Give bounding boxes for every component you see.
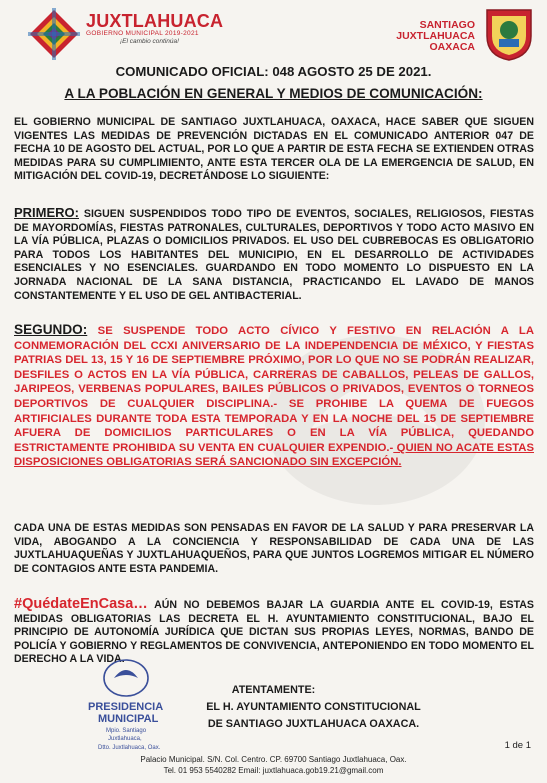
hashtag-label: #QuédateEnCasa… [14,596,148,612]
segundo-text: SE SUSPENDE TODO ACTO CÍVICO Y FESTIVO EN RELACIÓN A LA CONMEMORACIÓN DEL CCXI ANIVERSARIO DE LA INDEPENDENCIA DE MÉXICO, Y FIESTAS PATRIAS DEL 13, 15 Y 16 DE SEPTIEMBRE PRÓXIMO, POR LO QUE NO SE PODRÁN REALIZAR, DESFILES O ACTOS EN LA VÍA PÚBLICA, CARRERAS DE CABALLOS, PELEAS DE GALLOS, JARIPEOS, VERBENAS POPULARES, BAILES PÚBLICOS O PRIVADOS, EVENTOS O TORNEOS DEPORTIVOS DE CUALQUIER DISCIPLINA.- SE PROHIBE LA QUEMA DE FUEGOS ARTIFICIALES DURANTE TODA ESTA TEMPORADA Y EN LA NOCHE DEL 15 DE SEPTIEMBRE AFUERA DE DOMICILIOS PARTICULARES O EN LA VÍA PÚBLICA, QUEDANDO ESTRICTAMENTE PROHIBIDA SU VENTA EN CUALQUIER EXPENDIO.- [14,325,534,454]
signature-line-1: ATENTAMENTE: [231,684,316,696]
juxtlahuaca-logo-icon [28,8,80,60]
signature-line-3: DE SANTIAGO JUXTLAHUACA OAXACA. [207,718,420,730]
primero-label: PRIMERO: [14,205,79,220]
stamp-line-5: Dtto. Juxtlahuaca, Oax. [98,745,161,751]
primero-paragraph [14,206,534,303]
document-title: COMUNICADO OFICIAL: 048 AGOSTO 25 DE 2021. [115,64,432,79]
stamp-line-1: PRESIDENCIA [88,701,164,713]
hashtag-text: AÚN NO DEBEMOS BAJAR LA GUARDIA ANTE EL COVID-19, ESTAS MEDIDAS OBLIGATORIAS LAS DECRETA EL H. AYUNTAMIENTO CONSTITUCIONAL, BAJO EL PRINCIPIO DE AUTONOMÍA JURÍDICA QUE DICTAN SUS PROPIAS LEYES, NORMAS, BANDO DE POLICÍA Y GOBIERNO Y REGLAMENTOS DE CONVIVENCIA, ANTEPONIENDO EN TODO MOMENTO EL DERECHO A LA VIDA. [14,599,534,666]
document-subtitle: A LA POBLACIÓN EN GENERAL Y MEDIOS DE COMUNICACIÓN: [64,86,483,101]
municipality-line-2: JUXTLAHUACA [396,30,475,42]
footer-contact: Tel. 01 953 5540282 Email: juxtlahuaca.gob19.21@gmail.com [163,766,384,775]
municipality-line-3: OAXACA [429,41,475,53]
page-number: 1 de 1 [504,740,531,751]
municipality-line-1: SANTIAGO [419,19,475,31]
signature-line-2: EL H. AYUNTAMIENTO CONSTITUCIONAL [206,701,421,713]
brand-subtitle: GOBIERNO MUNICIPAL 2019-2021 [86,30,199,37]
closing-paragraph: CADA UNA DE ESTAS MEDIDAS SON PENSADAS EN FAVOR DE LA SALUD Y PARA PRESERVAR LA VIDA, ABOGANDO A LA CONCIENCIA Y RESPONSABILIDAD DE CADA UNA DE LAS JUXTLAHUAQUEÑAS Y JUXTLAHUAQUEÑOS, PARA QUE JUNTOS LOGREMOS MITIGAR EL NÚMERO DE CONTAGIOS ANTE ESTA PANDEMIA. [14,522,534,575]
stamp-line-4: Juxtlahuaca, [108,736,142,742]
municipal-coat-of-arms-icon [481,6,537,62]
segundo-warning: QUIEN NO ACATE ESTAS DISPOSICIONES OBLIGATORIAS SERÁ SANCIONADO SIN EXCEPCIÓN. [14,441,534,469]
intro-paragraph: EL GOBIERNO MUNICIPAL DE SANTIAGO JUXTLAHUACA, OAXACA, HACE SABER QUE SIGUEN VIGENTES LAS MEDIDAS DE PREVENCIÓN DICTADAS EN EL COMUNICADO ANTERIOR 047 DE FECHA 10 DE AGOSTO DEL ACTUAL, POR LO QUE A PARTIR DE ESTA FECHA SE EXTIENDEN OTRAS MEDIDAS PARA SU CUMPLIMIENTO, ANTE ESTA TERCER OLA DE LA EMERGENCIA DE SALUD, EN MITIGACIÓN DEL COVID-19, DECRETÁNDOSE LO SIGUIENTE: [14,116,534,183]
letterhead [0,0,547,62]
municipality-name [396,20,475,53]
footer-address: Palacio Municipal. S/N. Col. Centro. CP. 69700 Santiago Juxtlahuaca, Oax. [140,755,407,764]
segundo-label: SEGUNDO: [14,322,88,337]
primero-text: SIGUEN SUSPENDIDOS TODO TIPO DE EVENTOS, SOCIALES, RELIGIOSOS, FIESTAS DE MAYORDOMÍAS, FIESTAS PATRONALES, CULTURALES, DEPORTIVOS Y TODO ACTO MASIVO EN LA VÍA PÚBLICA, PLAZAS O DOMICILIOS PRIVADOS. EL USO DEL CUBREBOCAS ES OBLIGATORIO PARA TODOS LOS HABITANTES DEL MUNICIPIO, EN EL DESARROLLO DE ACTIVIDADES ESENCIALES Y NO ESENCIALES. GUARDANDO EN TODO MOMENTO LO DISPUESTO EN LA JORNADA NACIONAL DE LA SANA DISTANCIA, PRACTICANDO EL LAVADO DE MANOS CONSTANTEMENTE Y EL USO DE GEL ANTIBACTERIAL. [14,208,534,302]
stamp-line-3: Mpio. Santiago [106,728,147,734]
brand-slogan: ¡El cambio continúa! [120,38,179,45]
brand-name: JUXTLAHUACA [86,11,224,31]
stamp-line-2: MUNICIPAL [98,713,159,725]
brand-block [86,12,223,46]
segundo-paragraph [14,323,534,470]
